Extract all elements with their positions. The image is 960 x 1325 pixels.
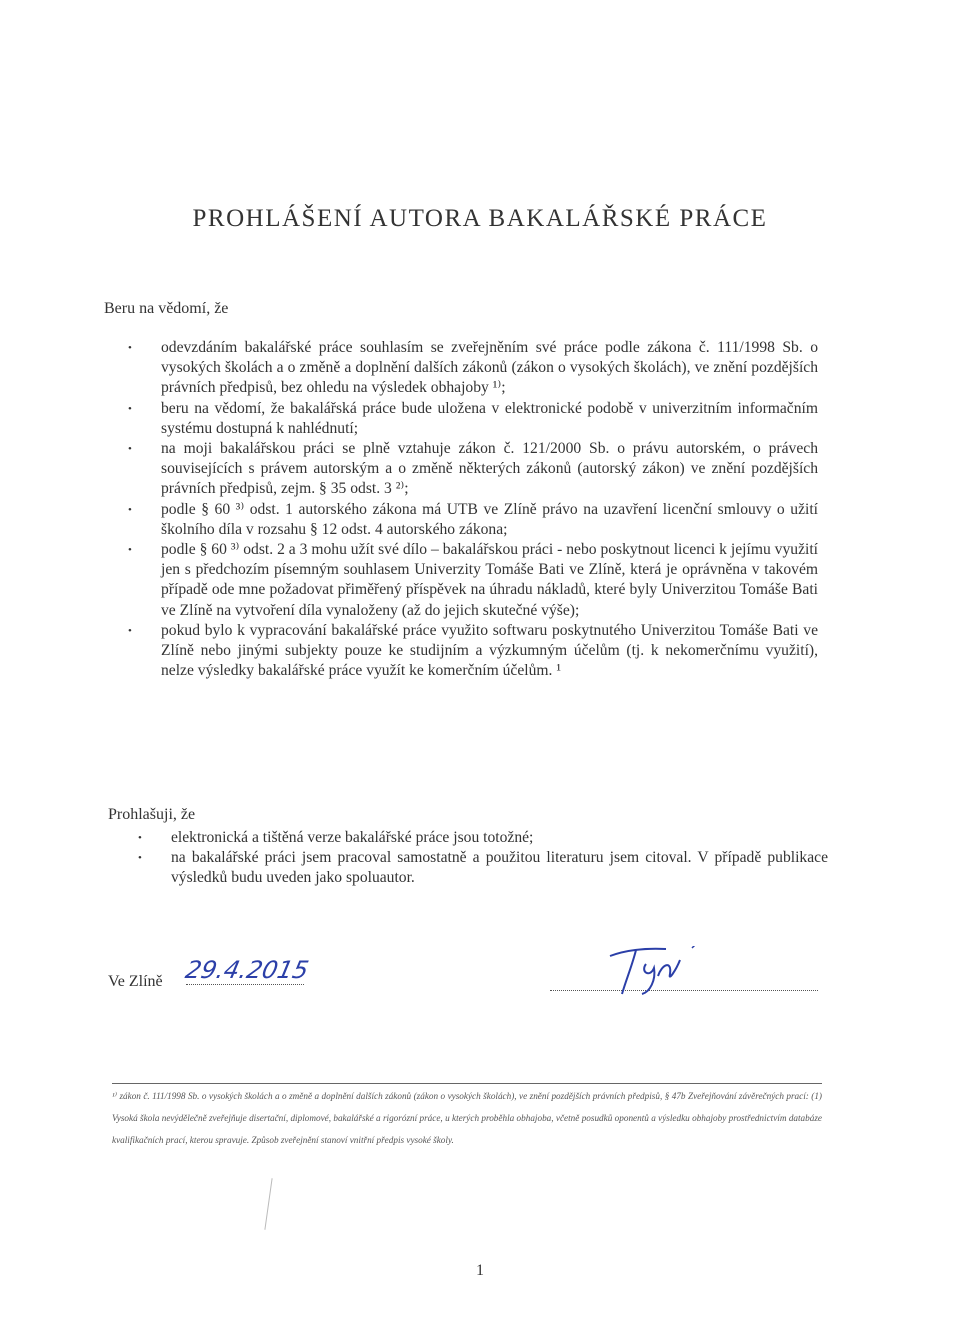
- list-item: • odevzdáním bakalářské práce souhlasím se zveřejněním své práce podle zákona č. 111/1998 Sb. o vysokých školách a o změně a doplnění dalších zákonů (zákon o vysokých školách), ve znění pozdějších právních předpisů, bez ohledu na výsledek obhajoby ¹⁾;: [128, 339, 818, 397]
- bullet-icon: •: [128, 624, 132, 637]
- bullet-icon: •: [128, 443, 132, 456]
- bullet-icon: •: [138, 852, 142, 865]
- bullet-icon: •: [138, 832, 142, 844]
- bullet-icon: •: [128, 342, 132, 354]
- declaration-intro: Prohlašuji, že: [108, 806, 196, 823]
- list-item: • elektronická a tištěná verze bakalářské práce jsou totožné;: [138, 828, 828, 848]
- handwritten-signature: [606, 946, 716, 998]
- date-dotted-line: [186, 984, 304, 985]
- list-item: • beru na vědomí, že bakalářská práce bude uložena v elektronické podobě v univerzitním informačním systému dostupná k nahlédnutí;: [128, 399, 818, 437]
- scan-artifact: [264, 1178, 272, 1230]
- list-item: • na bakalářské práci jsem pracoval samostatně a použitou literaturu jsem citoval. V případě publikace výsledků budu uveden jako spoluautor.: [138, 849, 828, 887]
- list-item: • pokud bylo k vypracování bakalářské práce využito softwaru poskytnutého Univerzitou Tomáše Bati ve Zlíně nebo jinými subjekty pouze ke studijním a výzkumným účelům (tj. k nekomerčnímu využití), nelze výsledky bakalářské práce využít ke komerčním účelům. ¹: [128, 621, 818, 680]
- list-item: • na moji bakalářskou práci se plně vztahuje zákon č. 121/2000 Sb. o právu autorském, o právech souvisejících s právem autorským a o změně některých zákonů (autorský zákon) ve znění pozdějších právních předpisů, zejm. § 35 odst. 3 ²⁾;: [128, 440, 818, 498]
- list-item: • podle § 60 ³⁾ odst. 2 a 3 mohu užít své dílo – bakalářskou práci - nebo poskytnout licenci k jejímu využití jen s předchozím písemným souhlasem Univerzity Tomáše Bati ve Zlíně, která je oprávněna v takovém případě ode mne požadovat přiměřený příspěvek na úhradu nákladů, které byly Univerzitou Tomáše Bati ve Zlíně na vytvoření díla vynaloženy (až do jejich skutečné výše);: [128, 541, 818, 619]
- document-title: PROHLÁŠENÍ AUTORA BAKALÁŘSKÉ PRÁCE: [192, 205, 768, 232]
- acknowledgement-list: [128, 338, 818, 681]
- handwritten-date: 29.4.2015: [183, 956, 312, 984]
- bullet-icon: •: [128, 503, 132, 516]
- page-number: 1: [476, 1262, 484, 1279]
- bullet-icon: •: [128, 402, 132, 415]
- list-item: • podle § 60 ³⁾ odst. 1 autorského zákona má UTB ve Zlíně právo na uzavření licenční smlouvy o užití školního díla v rozsahu § 12 odst. 4 autorského zákona;: [128, 500, 818, 538]
- declaration-list: [138, 828, 828, 889]
- intro-text: Beru na vědomí, že: [104, 300, 229, 317]
- bullet-icon: •: [128, 544, 132, 557]
- place-label: Ve Zlíně: [108, 973, 163, 990]
- signature-row: [108, 956, 823, 1020]
- footnotes: ¹⁾ zákon č. 111/1998 Sb. o vysokých školách a o změně a doplnění dalších zákonů (zákon o vysokých školách), ve znění pozdějších právních předpisů, § 47b Zveřejňování závěrečných prací: (1) Vysoká škola nevýdělečně zveřejňuje disertační, diplomové, bakalářské a rigorózní práce, u kterých proběhla obhajoba, včetně posudků oponentů a výsledku obhajoby prostřednictvím databáze kvalifikačních prací, kterou spravuje. Způsob zveřejnění stanoví vnitřní předpis vysoké školy.: [112, 1091, 822, 1145]
- footnote-divider: [112, 1083, 822, 1084]
